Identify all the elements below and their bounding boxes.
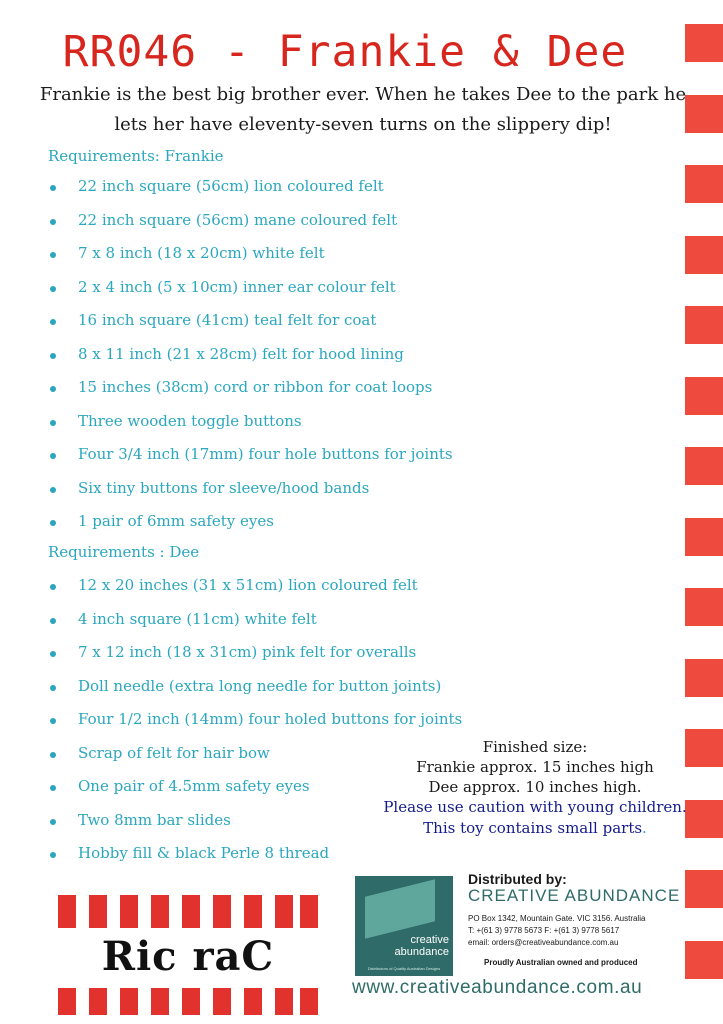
frankie-requirement-item (48, 478, 668, 512)
border-stripe (685, 95, 723, 133)
dee-requirement-item-text: Doll needle (extra long needle for button joints) (78, 676, 442, 695)
distributor-name: CREATIVE ABUNDANCE (468, 886, 681, 905)
bullet-icon (50, 487, 56, 493)
frankie-requirement-item-text: Four 3/4 inch (17mm) four hole buttons for joints (78, 445, 453, 463)
frankie-requirement-item-text: 1 pair of 6mm safety eyes (78, 512, 274, 530)
right-stripe-border (685, 0, 723, 1024)
intro-text: Frankie is the best big brother ever. When he takes Dee to the park he lets her have eleventy-seven turns on the slippery dip! (39, 84, 687, 135)
border-stripe (685, 870, 723, 908)
frankie-requirement-item-text: 15 inches (38cm) cord or ribbon for coat loops (78, 378, 433, 396)
dee-requirements-heading: Requirements : Dee (48, 543, 200, 561)
finished-size-dee: Dee approx. 10 inches high. (428, 778, 642, 796)
frankie-requirement-item-text: 8 x 11 inch (21 x 28cm) felt for hood lining (78, 344, 404, 363)
frankie-requirement-item (48, 377, 668, 411)
frankie-requirement-item-text: 22 inch square (56cm) mane coloured felt (78, 210, 398, 229)
frankie-requirement-item (48, 277, 668, 311)
border-stripe (685, 24, 723, 62)
bullet-icon (50, 852, 56, 858)
logo-text: Ric raC (101, 933, 275, 980)
dee-requirement-item-text: Two 8mm bar slides (78, 810, 231, 829)
website-link[interactable]: www.creativeabundance.com.au (352, 977, 643, 998)
dee-requirement-item-text: 4 inch square (11cm) white felt (78, 609, 317, 628)
frankie-requirement-item-text: 7 x 8 inch (18 x 20cm) white felt (78, 244, 325, 262)
frankie-requirement-item (48, 176, 668, 210)
dee-requirement-item-text: Four 1/2 inch (14mm) four holed buttons for joints (78, 710, 463, 728)
logo-name (361, 934, 449, 958)
bullet-icon (50, 618, 56, 624)
frankie-requirement-item-text: 16 inch square (41cm) teal felt for coat (78, 311, 377, 329)
border-stripe (685, 588, 723, 626)
border-stripe (685, 306, 723, 344)
safety-caution (380, 797, 690, 839)
ric-rac-logo (58, 895, 318, 1015)
bullet-icon (50, 752, 56, 758)
distributed-by-label: Distributed by: (468, 871, 567, 887)
bullet-icon (50, 286, 56, 292)
border-stripe (685, 518, 723, 556)
border-stripe (685, 165, 723, 203)
frankie-requirement-item-text: Six tiny buttons for sleeve/hood bands (78, 478, 370, 497)
bullet-icon (50, 718, 56, 724)
bullet-icon (50, 685, 56, 691)
distributor-email: email: orders@creativeabundance.com.au (468, 938, 619, 947)
dee-requirement-item-text: One pair of 4.5mm safety eyes (78, 777, 310, 795)
bullet-icon (50, 420, 56, 426)
dee-requirement-item (48, 843, 668, 877)
border-stripe (685, 800, 723, 838)
bullet-icon (50, 453, 56, 459)
bullet-icon (50, 584, 56, 590)
frankie-requirement-item (48, 310, 668, 344)
finished-size-frankie: Frankie approx. 15 inches high (416, 758, 654, 776)
bullet-icon (50, 651, 56, 657)
dee-requirement-item-text: 12 x 20 inches (31 x 51cm) lion coloured felt (78, 576, 418, 594)
logo-name-line-2: abundance (394, 946, 449, 958)
bullet-icon (50, 252, 56, 258)
distributor-address: PO Box 1342, Mountain Gate. VIC 3156. Australia (468, 914, 646, 923)
border-stripe (685, 377, 723, 415)
logo-name-line-1: creative (410, 934, 449, 946)
frankie-requirements-heading: Requirements: Frankie (48, 147, 224, 165)
bullet-icon (50, 520, 56, 526)
dee-requirement-item (48, 676, 668, 710)
safety-caution-text: Please use caution with young children. This toy contains small parts (383, 798, 687, 837)
logo-leaf-icon (365, 879, 435, 938)
border-stripe (685, 659, 723, 697)
frankie-requirement-item (48, 210, 668, 244)
bullet-icon (50, 819, 56, 825)
finished-size-block (380, 737, 690, 797)
dee-requirement-item (48, 609, 668, 643)
bullet-icon (50, 219, 56, 225)
dee-requirement-item (48, 642, 668, 676)
bullet-icon (50, 353, 56, 359)
frankie-requirement-item (48, 444, 668, 478)
border-stripe (685, 941, 723, 979)
border-stripe (685, 447, 723, 485)
creative-abundance-logo (355, 876, 453, 976)
frankie-requirement-item-text: 2 x 4 inch (5 x 10cm) inner ear colour felt (78, 277, 396, 296)
frankie-requirement-item-text: Three wooden toggle buttons (78, 411, 302, 430)
dee-requirement-item (48, 575, 668, 609)
logo-tagline: Distributors of Quality Australian Designs (367, 966, 441, 971)
border-stripe (685, 729, 723, 767)
border-stripe (685, 236, 723, 274)
distributor-tagline: Proudly Australian owned and produced (484, 958, 638, 967)
bullet-icon (50, 185, 56, 191)
safety-caution-dot: . (642, 819, 647, 837)
dee-requirement-item-text: Scrap of felt for hair bow (78, 743, 270, 762)
finished-size-label: Finished size: (482, 738, 588, 756)
frankie-requirement-item (48, 511, 668, 545)
distributor-phone: T: +(61 3) 9778 5673 F: +(61 3) 9778 5617 (468, 926, 620, 935)
frankie-requirement-item (48, 411, 668, 445)
bullet-icon (50, 386, 56, 392)
bullet-icon (50, 319, 56, 325)
frankie-requirement-item-text: 22 inch square (56cm) lion coloured felt (78, 177, 384, 195)
frankie-requirement-item (48, 344, 668, 378)
frankie-requirement-item (48, 243, 668, 277)
bullet-icon (50, 785, 56, 791)
frankie-requirements-list (48, 176, 668, 545)
dee-requirement-item-text: 7 x 12 inch (18 x 31cm) pink felt for overalls (78, 643, 417, 661)
page-title: RR046 - Frankie & Dee (62, 27, 628, 77)
dee-requirement-item-text: Hobby fill & black Perle 8 thread (78, 844, 330, 862)
